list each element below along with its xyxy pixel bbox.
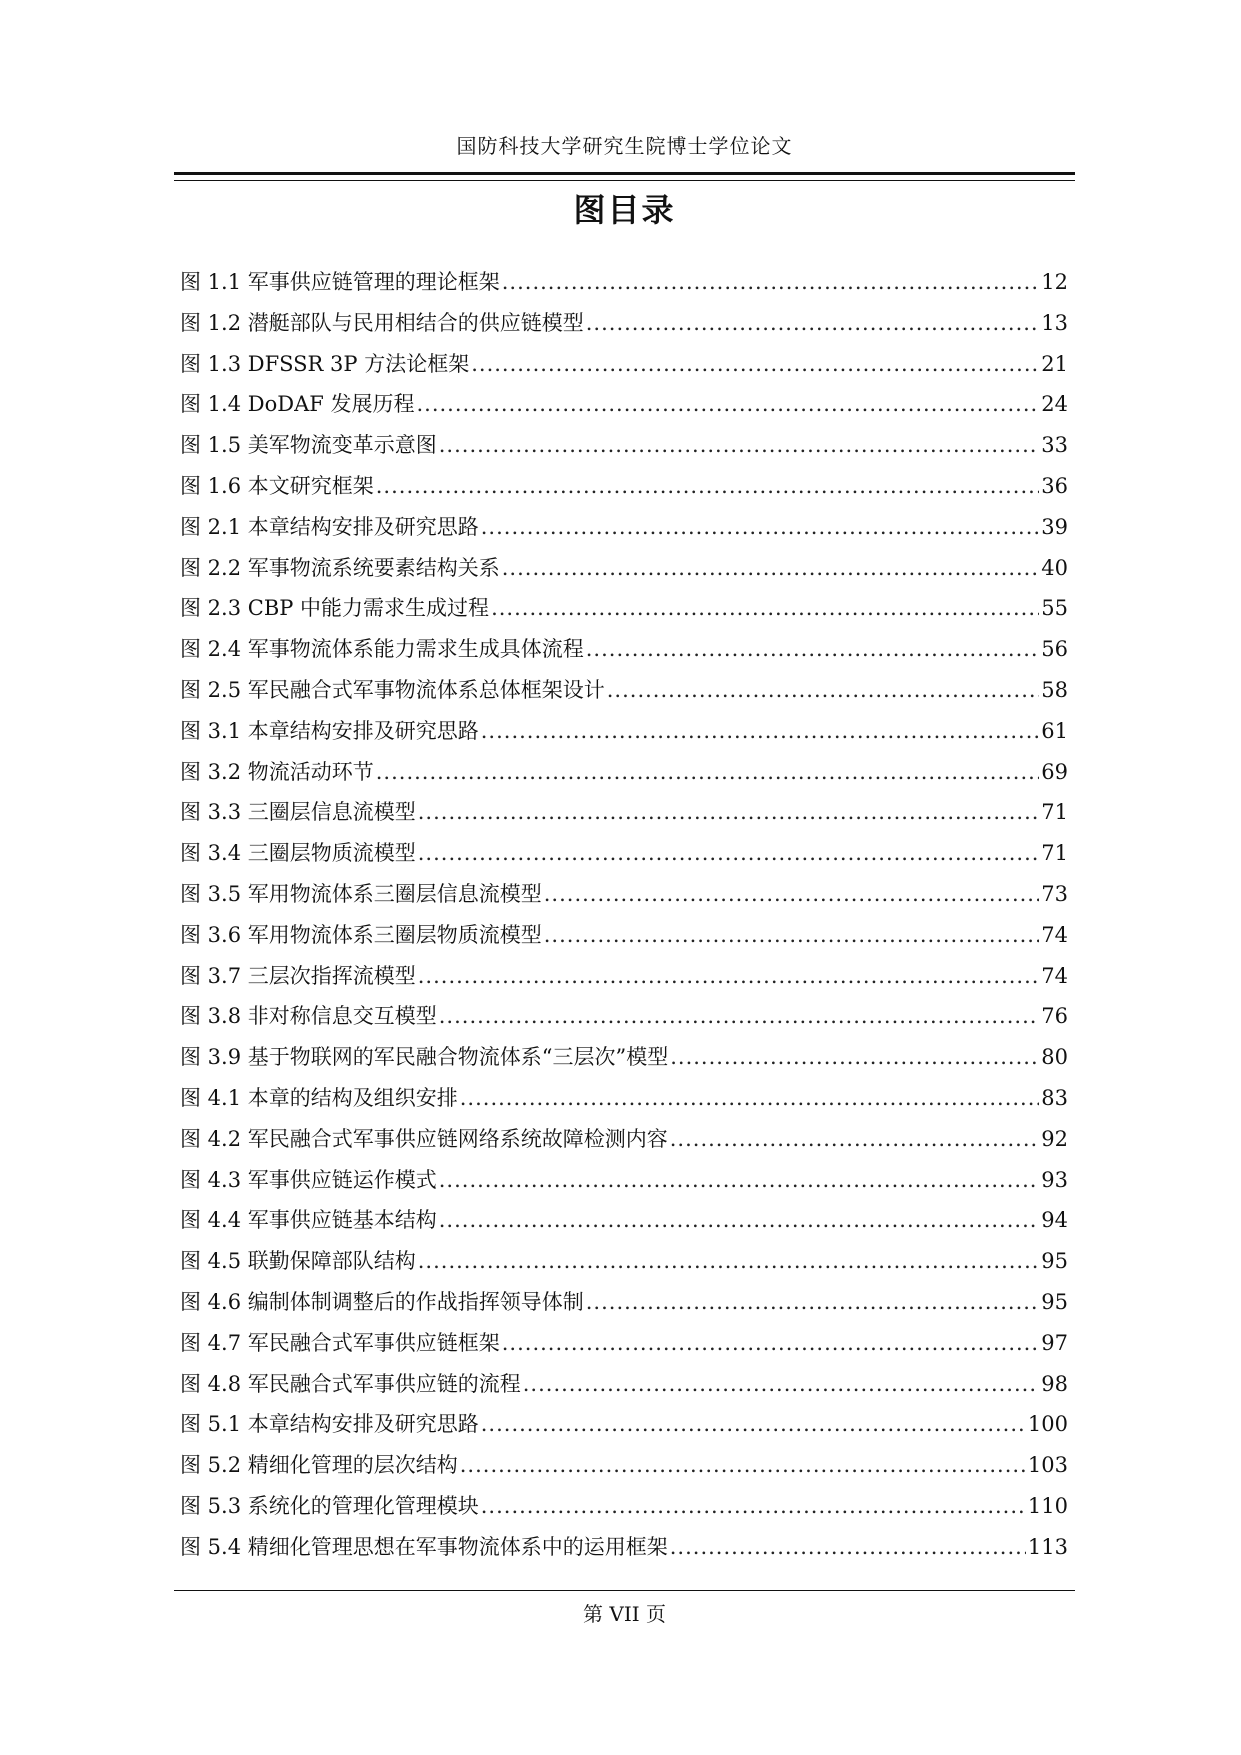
toc-entry[interactable] (180, 629, 1068, 670)
toc-entry-label: 图 4.1 本章的结构及组织安排 (180, 1085, 458, 1110)
dot-leader (439, 1160, 1040, 1201)
toc-entry[interactable] (180, 262, 1068, 303)
toc-entry-page-number: 36 (1041, 473, 1068, 498)
toc-entry[interactable] (180, 1404, 1068, 1445)
toc-entry-label: 图 4.3 军事供应链运作模式 (180, 1167, 437, 1192)
dot-leader (670, 1527, 1026, 1568)
dot-leader (544, 874, 1040, 915)
toc-entry[interactable] (180, 1323, 1068, 1364)
toc-entry-label: 图 3.5 军用物流体系三圈层信息流模型 (180, 881, 542, 906)
toc-entry-page-number: 74 (1041, 963, 1068, 988)
dot-leader (481, 507, 1040, 548)
toc-entry-label: 图 4.2 军民融合式军事供应链网络系统故障检测内容 (180, 1126, 668, 1151)
toc-entry[interactable] (180, 1200, 1068, 1241)
toc-entry-page-number: 93 (1041, 1167, 1068, 1192)
toc-entry[interactable] (180, 1160, 1068, 1201)
dot-leader (376, 752, 1040, 793)
toc-entry[interactable] (180, 1282, 1068, 1323)
toc-entry[interactable] (180, 1445, 1068, 1486)
toc-entry-page-number: 95 (1041, 1249, 1068, 1274)
dot-leader (460, 1445, 1026, 1486)
header-rule-thin (174, 180, 1075, 181)
toc-entry[interactable] (180, 1364, 1068, 1405)
toc-entry-page-number: 95 (1041, 1289, 1068, 1314)
toc-entry[interactable] (180, 507, 1068, 548)
dot-leader (439, 1200, 1040, 1241)
toc-entry[interactable] (180, 384, 1068, 425)
toc-entry-page-number: 113 (1027, 1534, 1068, 1559)
toc-entry-label: 图 4.4 军事供应链基本结构 (180, 1208, 437, 1233)
toc-entry[interactable] (180, 425, 1068, 466)
toc-entry-label: 图 3.6 军用物流体系三圈层物质流模型 (180, 922, 542, 947)
dot-leader (544, 915, 1040, 956)
toc-entry-page-number: 76 (1041, 1004, 1068, 1029)
toc-entry-label: 图 3.9 基于物联网的军民融合物流体系“三层次”模型 (180, 1045, 669, 1070)
toc-entry-label: 图 5.1 本章结构安排及研究思路 (180, 1412, 479, 1437)
toc-entry-label: 图 3.1 本章结构安排及研究思路 (180, 718, 479, 743)
dot-leader (418, 956, 1040, 997)
toc-entry-page-number: 94 (1041, 1208, 1068, 1233)
dot-leader (586, 1282, 1040, 1323)
toc-entry[interactable] (180, 1527, 1068, 1568)
toc-entry-page-number: 83 (1041, 1085, 1068, 1110)
toc-entry[interactable] (180, 1486, 1068, 1527)
toc-entry-page-number: 97 (1041, 1330, 1068, 1355)
dot-leader (481, 1404, 1026, 1445)
toc-entry-label: 图 2.1 本章结构安排及研究思路 (180, 514, 479, 539)
dot-leader (670, 1037, 1039, 1078)
toc-entry-label: 图 5.4 精细化管理思想在军事物流体系中的运用框架 (180, 1534, 668, 1559)
page-title: 图目录 (573, 191, 676, 229)
toc-entry-page-number: 103 (1027, 1453, 1068, 1478)
toc-entry[interactable] (180, 1078, 1068, 1119)
toc-entry-page-number: 24 (1041, 392, 1068, 417)
toc-entry[interactable] (180, 956, 1068, 997)
dot-leader (418, 792, 1040, 833)
toc-entry[interactable] (180, 1119, 1068, 1160)
dot-leader (502, 262, 1040, 303)
toc-entry[interactable] (180, 344, 1068, 385)
toc-entry-label: 图 3.7 三层次指挥流模型 (180, 963, 416, 988)
dot-leader (418, 1241, 1040, 1282)
header-rule-thick (174, 172, 1075, 175)
toc-entry-page-number: 21 (1041, 351, 1068, 376)
toc-entry-page-number: 98 (1041, 1371, 1068, 1396)
toc-entry-label: 图 2.2 军事物流系统要素结构关系 (180, 555, 500, 580)
toc-entry-label: 图 1.4 DoDAF 发展历程 (180, 392, 415, 417)
toc-entry-label: 图 1.2 潜艇部队与民用相结合的供应链模型 (180, 310, 584, 335)
toc-entry[interactable] (180, 915, 1068, 956)
toc-entry[interactable] (180, 874, 1068, 915)
toc-entry-label: 图 4.8 军民融合式军事供应链的流程 (180, 1371, 521, 1396)
toc-entry-page-number: 12 (1041, 270, 1068, 294)
dot-leader (586, 629, 1040, 670)
toc-entry[interactable] (180, 1241, 1068, 1282)
dot-leader (439, 425, 1040, 466)
toc-entry-page-number: 100 (1027, 1412, 1068, 1437)
toc-entry[interactable] (180, 303, 1068, 344)
dot-leader (418, 833, 1040, 874)
toc-entry-page-number: 73 (1041, 881, 1068, 906)
toc-entry-page-number: 61 (1041, 718, 1068, 743)
dot-leader (502, 1323, 1040, 1364)
toc-entry[interactable] (180, 466, 1068, 507)
toc-entry-label: 图 3.8 非对称信息交互模型 (180, 1004, 437, 1029)
toc-entry-page-number: 39 (1041, 514, 1068, 539)
toc-entry-label: 图 1.1 军事供应链管理的理论框架 (180, 270, 500, 294)
toc-entry[interactable] (180, 670, 1068, 711)
toc-entry-page-number: 110 (1027, 1493, 1068, 1518)
toc-entry[interactable] (180, 792, 1068, 833)
toc-entry-label: 图 3.3 三圈层信息流模型 (180, 800, 416, 825)
toc-entry-page-number: 13 (1041, 310, 1068, 335)
dot-leader (523, 1364, 1040, 1405)
dot-leader (439, 996, 1040, 1037)
toc-entry[interactable] (180, 996, 1068, 1037)
dot-leader (491, 588, 1039, 629)
toc-entry-label: 图 5.3 系统化的管理化管理模块 (180, 1493, 479, 1518)
toc-entry-label: 图 2.3 CBP 中能力需求生成过程 (180, 596, 490, 621)
dot-leader (460, 1078, 1040, 1119)
toc-entry[interactable] (180, 833, 1068, 874)
dot-leader (481, 711, 1040, 752)
toc-entry[interactable] (180, 1037, 1068, 1078)
dot-leader (376, 466, 1040, 507)
toc-entry-label: 图 2.5 军民融合式军事物流体系总体框架设计 (180, 677, 605, 702)
dot-leader (481, 1486, 1026, 1527)
figure-list (180, 262, 1068, 1568)
toc-entry-page-number: 33 (1041, 433, 1068, 458)
toc-entry-label: 图 4.5 联勤保障部队结构 (180, 1249, 416, 1274)
page-number: 第 VII 页 (583, 1602, 666, 1626)
toc-entry-page-number: 80 (1041, 1045, 1068, 1070)
toc-entry-label: 图 1.6 本文研究框架 (180, 473, 374, 498)
toc-entry-label: 图 1.3 DFSSR 3P 方法论框架 (180, 351, 470, 376)
dot-leader (471, 344, 1039, 385)
toc-entry-page-number: 58 (1041, 677, 1068, 702)
footer-rule (174, 1590, 1075, 1591)
toc-entry-label: 图 1.5 美军物流变革示意图 (180, 433, 437, 458)
toc-entry[interactable] (180, 588, 1068, 629)
toc-entry-page-number: 92 (1041, 1126, 1068, 1151)
toc-entry-label: 图 3.4 三圈层物质流模型 (180, 841, 416, 866)
toc-entry-page-number: 40 (1041, 555, 1068, 580)
toc-entry-page-number: 69 (1041, 759, 1068, 784)
toc-entry-label: 图 5.2 精细化管理的层次结构 (180, 1453, 458, 1478)
dot-leader (416, 384, 1039, 425)
dot-leader (670, 1119, 1040, 1160)
dot-leader (502, 548, 1040, 589)
toc-entry[interactable] (180, 548, 1068, 589)
toc-entry-page-number: 56 (1041, 637, 1068, 662)
dot-leader (607, 670, 1040, 711)
toc-entry-page-number: 71 (1041, 841, 1068, 866)
toc-entry-label: 图 4.7 军民融合式军事供应链框架 (180, 1330, 500, 1355)
toc-entry-label: 图 3.2 物流活动环节 (180, 759, 374, 784)
toc-entry-page-number: 71 (1041, 800, 1068, 825)
running-header: 国防科技大学研究生院博士学位论文 (456, 134, 793, 158)
dot-leader (586, 303, 1040, 344)
toc-entry[interactable] (180, 752, 1068, 793)
toc-entry[interactable] (180, 711, 1068, 752)
toc-entry-page-number: 55 (1041, 596, 1068, 621)
toc-entry-page-number: 74 (1041, 922, 1068, 947)
toc-entry-label: 图 4.6 编制体制调整后的作战指挥领导体制 (180, 1289, 584, 1314)
toc-entry-label: 图 2.4 军事物流体系能力需求生成具体流程 (180, 637, 584, 662)
